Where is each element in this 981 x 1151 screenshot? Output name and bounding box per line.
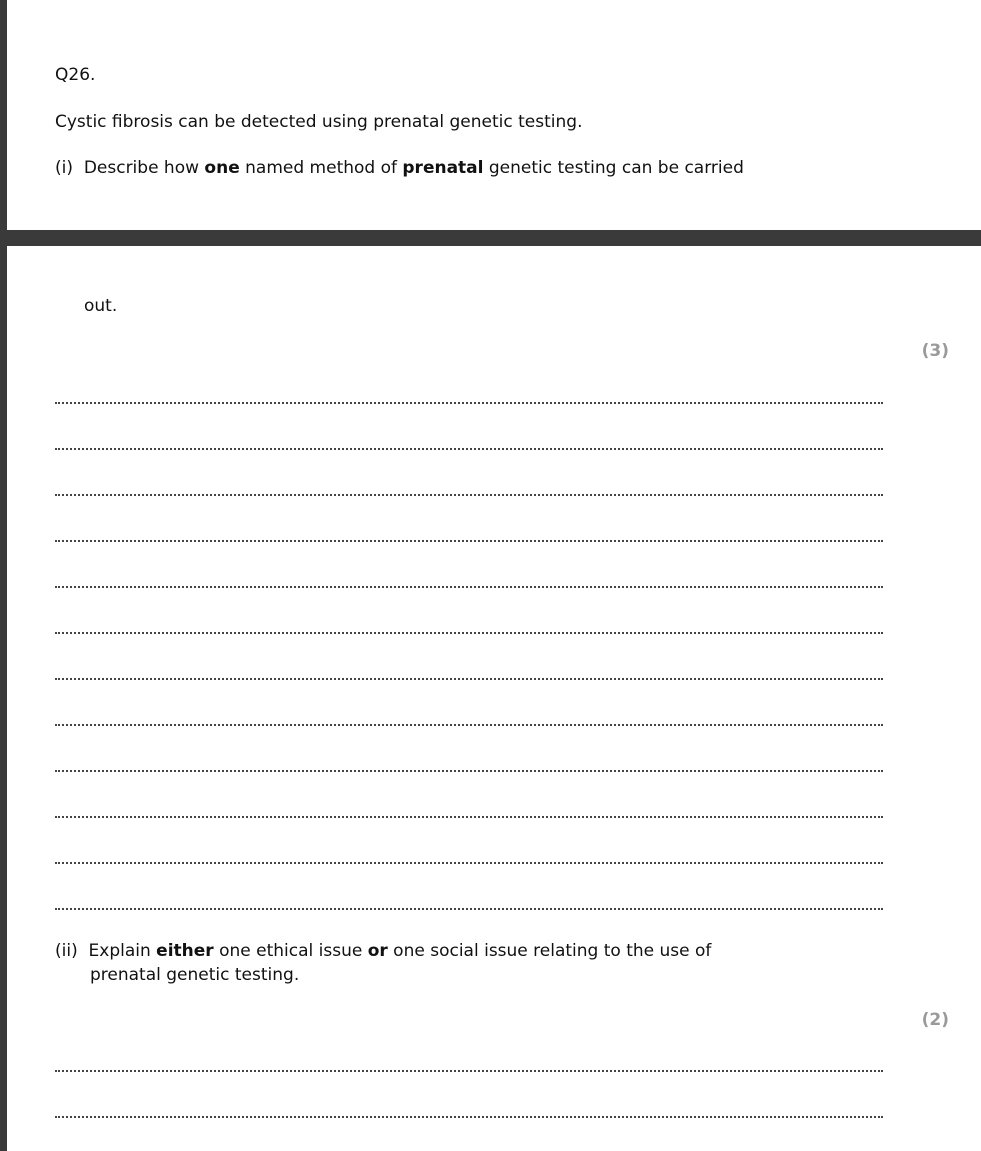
answer-line[interactable]: [55, 1070, 883, 1072]
answer-line[interactable]: [55, 724, 883, 726]
part-ii-text: Explain: [88, 941, 157, 961]
question-number: Q26.: [55, 65, 96, 85]
part-i-prompt: [55, 157, 744, 179]
part-ii-marks: (2): [921, 1010, 949, 1030]
answer-line[interactable]: [55, 816, 883, 818]
part-ii-bold-or: or: [367, 941, 388, 961]
part-i-continuation: out.: [84, 296, 118, 316]
part-i-text: named method of: [239, 158, 403, 178]
part-ii-prompt: [55, 940, 711, 962]
answer-line[interactable]: [55, 678, 883, 680]
answer-line[interactable]: [55, 1116, 883, 1118]
answer-line[interactable]: [55, 586, 883, 588]
answer-line[interactable]: [55, 402, 883, 404]
part-ii-text: one social issue relating to the use of: [387, 941, 712, 961]
part-i-marks: (3): [921, 341, 949, 361]
answer-line[interactable]: [55, 862, 883, 864]
answer-line[interactable]: [55, 908, 883, 910]
part-ii-text: one ethical issue: [213, 941, 368, 961]
answer-line[interactable]: [55, 770, 883, 772]
part-i-text: Describe how: [83, 158, 205, 178]
answer-line[interactable]: [55, 448, 883, 450]
question-stem: Cystic fibrosis can be detected using prenatal genetic testing.: [55, 112, 583, 132]
answer-line[interactable]: [55, 540, 883, 542]
page-left-border: [0, 0, 7, 1151]
answer-line[interactable]: [55, 632, 883, 634]
part-i-bold-prenatal: prenatal: [402, 158, 484, 178]
answer-line[interactable]: [55, 494, 883, 496]
part-ii-label: (ii): [55, 941, 78, 961]
page-separator: [0, 230, 981, 246]
part-ii-prompt-line-2: prenatal genetic testing.: [90, 965, 300, 985]
part-i-text: genetic testing can be carried: [483, 158, 744, 178]
part-ii-bold-either: either: [156, 941, 214, 961]
part-i-label: (i): [55, 158, 73, 178]
part-i-bold-one: one: [204, 158, 240, 178]
